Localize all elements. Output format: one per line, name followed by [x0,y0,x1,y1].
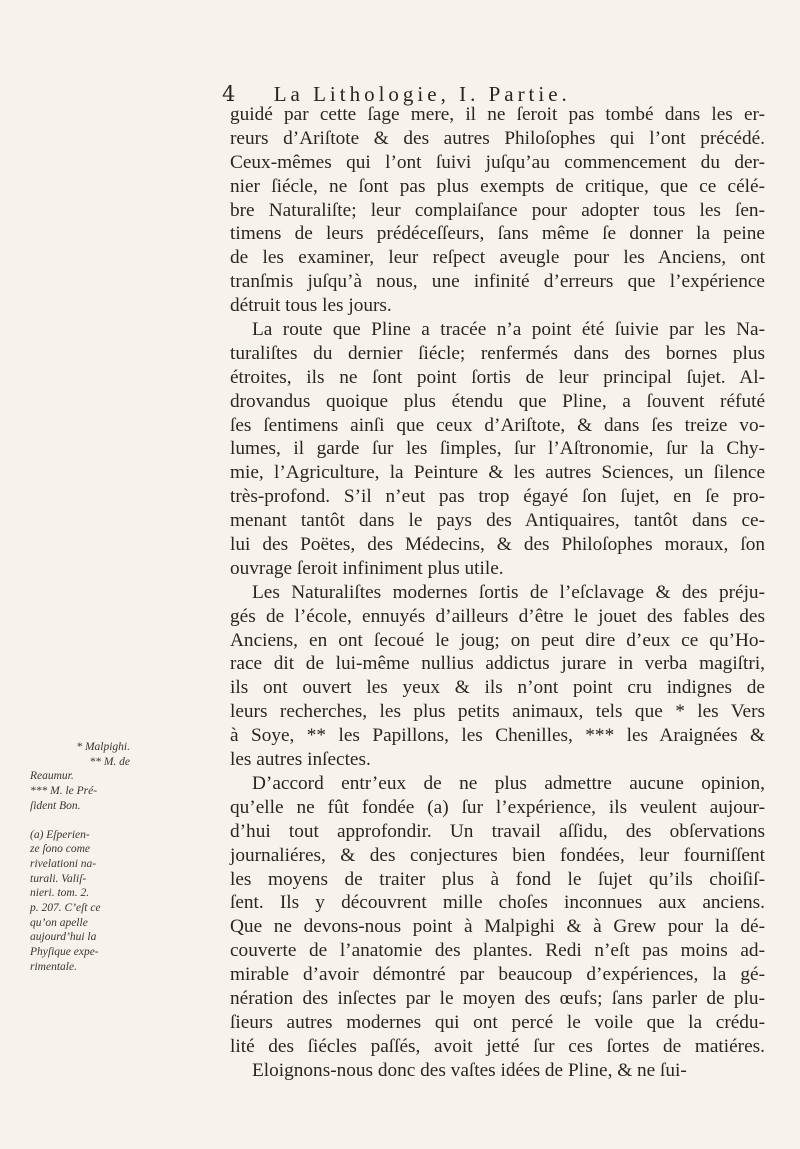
text-line: nier ſiécle, ne ſont pas plus exempts de critique, que ce célé- [230,175,765,197]
text-line: les moyens de traiter plus à fond le ſujet qu’ils choiſiſ- [230,868,765,890]
text-line: reurs d’Ariſtote & des autres Philoſophes qui l’ont précédé. [230,127,765,149]
text-line: lumes, il garde ſur les ſimples, ſur l’Aſtronomie, ſur la Chy- [230,438,765,460]
text-line: mie, l’Agriculture, la Peinture & les autres Sciences, un ſilence [230,462,765,484]
margin-note: * Malpighi. [76,741,130,753]
margin-note: ** M. de [89,755,130,768]
text-line: D’accord entr’eux de ne plus admettre aucune opinion, [252,772,765,794]
margin-note: aujourd’hui la [30,931,97,944]
text-line: ſieurs autres modernes qui ont percé le voile que la crédu- [230,1011,765,1033]
text-line: timens de leurs prédéceſſeurs, ſans même ſe donner la peine [230,223,765,245]
margin-note: p. 207. C’eſt ce [30,902,101,915]
text-line: d’hui tout approfondir. Un travail aſſidu, des obſervations [230,820,765,842]
margin-note: rivelationi na- [30,857,97,870]
text-line: lité des ſiécles paſſés, avoit jetté ſur ces ſortes de matiéres. [230,1035,765,1057]
text-line: ils ont ouvert les yeux & ils n’ont point cru indignes de [230,677,765,699]
text-line: Anciens, en ont ſecoué le joug; on peut dire d’eux ce qu’Ho- [230,629,765,651]
margin-note: qu’on apelle [30,916,88,929]
text-line: guidé par cette ſage mere, il ne ſeroit pas tombé dans les er- [230,104,765,125]
text-line: qu’elle ne fût fondée (a) ſur l’expérience, ils veulent aujour- [230,796,765,818]
text-line: les autres inſectes. [230,749,371,771]
main-text [230,103,765,1083]
text-line: nération des inſectes par le moyen des œufs; ſans parler de plu- [230,987,765,1009]
text-line: ſes ſentimens ainſi que ceux d’Ariſtote, & dans ſes treize vo- [230,414,765,436]
text-line: lui des Poëtes, des Médecins, & des Philoſophes moraux, ſon [230,534,765,556]
text-line: journaliéres, & des conjectures bien fondées, leur fourniſſent [230,844,765,866]
text-line: ſent. Ils y découvrent mille choſes inconnues aux anciens. [230,892,765,914]
text-line: drovandus quoique plus étendu que Pline, a ſouvent réfuté [230,390,765,412]
margin-note: rimentale. [30,960,77,973]
text-line: menant tantôt dans le pays des Antiquaires, tantôt dans ce- [230,510,765,532]
text-line: Eloignons-nous donc des vaſtes idées de Pline, & ne ſui- [252,1059,687,1081]
text-line: bre Naturaliſte; leur complaiſance pour adopter tous les ſen- [230,199,765,221]
text-line: mirable d’avoir démontré par beaucoup d’expériences, la gé- [230,964,765,986]
margin-note: *** M. le Pré- [30,785,98,798]
margin-note: ſident Bon. [30,799,81,812]
text-line: couverte de l’anatomie des plantes. Redi n’eſt pas moins ad- [230,940,765,962]
running-title: La Lithologie, I. Partie. [273,82,571,106]
margin-note: turali. Valiſ- [30,872,87,885]
text-line: Que ne devons-nous point à Malpighi & à Grew pour la dé- [230,916,765,938]
text-line: gés de l’école, ennuyés d’ailleurs d’être le jouet des fables des [230,605,765,627]
text-line: race dit de lui-même nullius addictus jurare in verba magiſtri, [230,653,765,675]
margin-notes [30,740,130,975]
text-line: turaliſtes du dernier ſiécle; renfermés dans des bornes plus [230,342,765,364]
margin-note: Phyſique expe- [30,946,99,959]
text-line: très-profond. S’il n’eut pas trop égayé ſon ſujet, en ſe pro- [230,486,765,508]
text-line: Les Naturaliſtes modernes ſortis de l’eſclavage & des préju- [252,581,765,603]
margin-note: nieri. tom. 2. [30,887,90,900]
text-line: ouvrage ſeroit infiniment plus utile. [230,557,504,579]
margin-note: ze ſono come [30,843,91,856]
page-number: 4 [222,82,237,106]
margin-note: (a) Eſperien- [30,828,90,841]
text-line: leurs recherches, les plus petits animaux, tels que * les Vers [230,701,765,723]
margin-note: Reaumur. [30,770,74,783]
text-line: Ceux-mêmes qui l’ont ſuivi juſqu’au commencement du der- [230,151,765,173]
text-line: de les examiner, leur reſpect aveugle pour les Anciens, ont [230,247,765,269]
text-line: La route que Pline a tracée n’a point été ſuivie par les Na- [252,319,765,341]
text-line: tranſmis juſqu’à nous, une infinité d’erreurs que l’expérience [230,271,765,293]
text-line: à Soye, ** les Papillons, les Chenilles, *** les Araignées & [230,725,765,747]
text-line: détruit tous les jours. [230,295,392,317]
text-line: étroites, ils ne ſont point ſortis de leur principal ſujet. Al- [230,366,765,388]
